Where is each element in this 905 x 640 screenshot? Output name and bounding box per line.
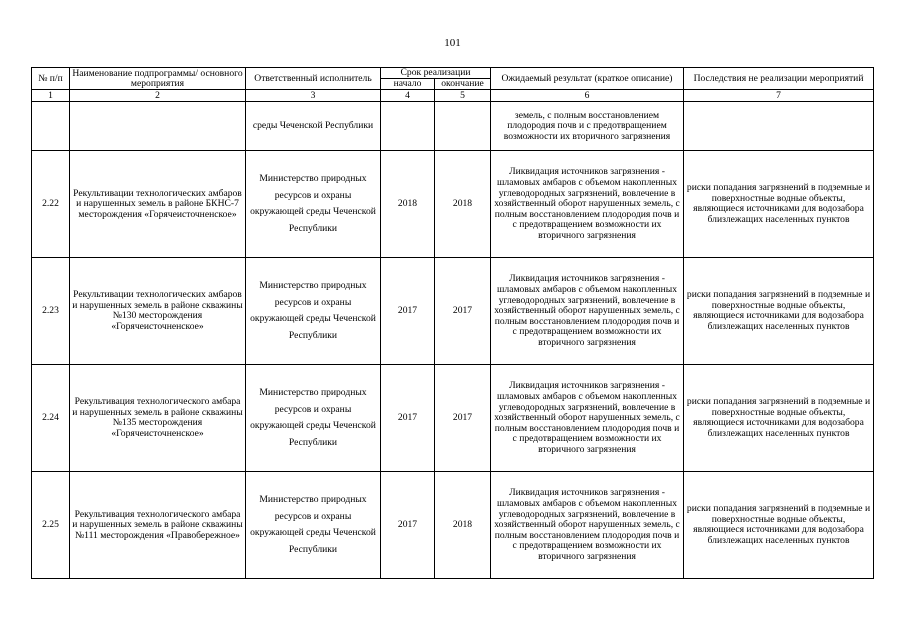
- row-end: 2017: [435, 365, 491, 472]
- header-end: окончание: [435, 79, 491, 90]
- row-start: 2018: [381, 151, 435, 258]
- row-end: 2017: [435, 258, 491, 365]
- row-consequence: риски попадания загрязнений в подземные и поверхностные водные объекты, являющиеся источниками для водозабора близлежащих населенных пунктов: [684, 258, 874, 365]
- row-end: 2018: [435, 151, 491, 258]
- row-result: Ликвидация источников загрязнения - шламовых амбаров с объемом накопленных углеводородных загрязнений, вовлечение в хозяйственный оборот нарушенных земель, с полным восстановлением плодородия почв и с предотвращением возможности их вторичного загрязнения: [491, 472, 684, 579]
- row-start: 2017: [381, 258, 435, 365]
- header-consequence: Последствия не реализации мероприятий: [684, 68, 874, 90]
- row-result: Ликвидация источников загрязнения - шламовых амбаров с объемом накопленных углеводородных загрязнений, вовлечение в хозяйственный оборот нарушенных земель, с полным восстановлением плодородия почв и с предотвращением возможности их вторичного загрязнения: [491, 365, 684, 472]
- row-name: [70, 102, 246, 151]
- column-number: 3: [246, 90, 381, 102]
- row-result: земель, с полным восстановлением плодородия почв и с предотвращением возможности их вторичного загрязнения: [491, 102, 684, 151]
- header-result: Ожидаемый результат (краткое описание): [491, 68, 684, 90]
- row-name: Рекультивация технологического амбара и нарушенных земель в районе скважины №111 месторождения «Правобережное»: [70, 472, 246, 579]
- header-num: № п/п: [32, 68, 70, 90]
- continuation-row: [32, 102, 874, 151]
- row-consequence: риски попадания загрязнений в подземные и поверхностные водные объекты, являющиеся источниками для водозабора близлежащих населенных пунктов: [684, 365, 874, 472]
- row-start: 2017: [381, 365, 435, 472]
- column-number: 5: [435, 90, 491, 102]
- header-responsible: Ответственный исполнитель: [246, 68, 381, 90]
- program-table: [31, 67, 874, 579]
- row-responsible: Министерство природных ресурсов и охраны окружающей среды Чеченской Республики: [246, 472, 381, 579]
- column-number: 6: [491, 90, 684, 102]
- table-header-row: [32, 68, 874, 79]
- header-start: начало: [381, 79, 435, 90]
- row-num: 2.22: [32, 151, 70, 258]
- column-number: 2: [70, 90, 246, 102]
- column-number: 1: [32, 90, 70, 102]
- row-start: [381, 102, 435, 151]
- row-num: 2.24: [32, 365, 70, 472]
- row-num: [32, 102, 70, 151]
- row-end: [435, 102, 491, 151]
- row-name: Рекультивация технологического амбара и нарушенных земель в районе скважины №135 месторождения «Горячеисточненское»: [70, 365, 246, 472]
- row-consequence: риски попадания загрязнений в подземные и поверхностные водные объекты, являющиеся источниками для водозабора близлежащих населенных пунктов: [684, 151, 874, 258]
- row-responsible: Министерство природных ресурсов и охраны окружающей среды Чеченской Республики: [246, 365, 381, 472]
- row-start: 2017: [381, 472, 435, 579]
- row-responsible: Министерство природных ресурсов и охраны окружающей среды Чеченской Республики: [246, 258, 381, 365]
- row-num: 2.25: [32, 472, 70, 579]
- row-name: Рекультивации технологических амбаров и нарушенных земель в районе скважины №130 месторождения «Горячеисточненское»: [70, 258, 246, 365]
- table-row: [32, 151, 874, 258]
- row-end: 2018: [435, 472, 491, 579]
- row-result: Ликвидация источников загрязнения - шламовых амбаров с объемом накопленных углеводородных загрязнений, вовлечение в хозяйственный оборот нарушенных земель, с полным восстановлением плодородия почв и с предотвращением возможности их вторичного загрязнения: [491, 151, 684, 258]
- row-num: 2.23: [32, 258, 70, 365]
- row-result: Ликвидация источников загрязнения - шламовых амбаров с объемом накопленных углеводородных загрязнений, вовлечение в хозяйственный оборот нарушенных земель, с полным восстановлением плодородия почв и с предотвращением возможности их вторичного загрязнения: [491, 258, 684, 365]
- column-number: 7: [684, 90, 874, 102]
- column-number-row: [32, 90, 874, 102]
- row-consequence: риски попадания загрязнений в подземные и поверхностные водные объекты, являющиеся источниками для водозабора близлежащих населенных пунктов: [684, 472, 874, 579]
- header-period: Срок реализации: [381, 68, 491, 79]
- table-row: [32, 365, 874, 472]
- table-row: [32, 472, 874, 579]
- row-consequence: [684, 102, 874, 151]
- row-responsible: Министерство природных ресурсов и охраны окружающей среды Чеченской Республики: [246, 151, 381, 258]
- column-number: 4: [381, 90, 435, 102]
- table-row: [32, 258, 874, 365]
- header-name: Наименование подпрограммы/ основного мероприятия: [70, 68, 246, 90]
- page-number: 101: [444, 37, 461, 49]
- row-responsible: среды Чеченской Республики: [246, 102, 381, 151]
- row-name: Рекультивации технологических амбаров и нарушенных земель в районе БКНС-7 месторождения «Горячеисточненское»: [70, 151, 246, 258]
